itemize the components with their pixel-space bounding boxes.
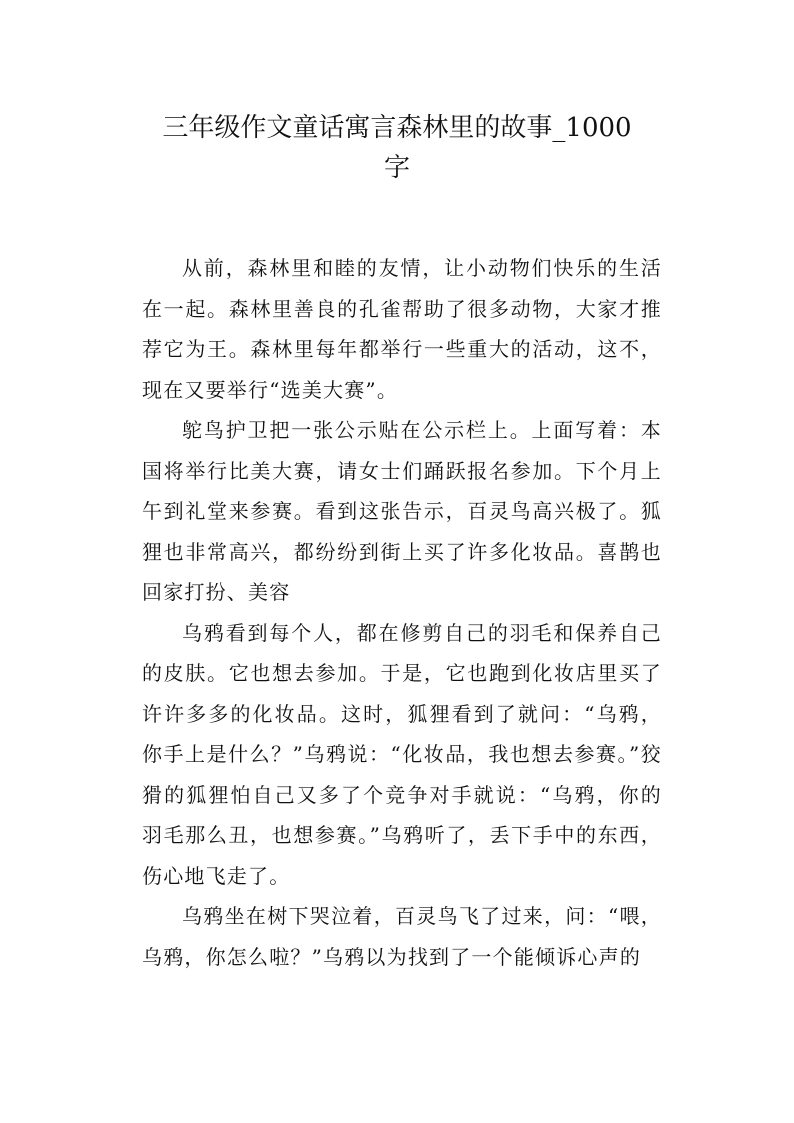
document-title xyxy=(130,108,664,188)
title-line-2: 字 xyxy=(383,153,410,183)
title-line-1: 三年级作文童话寓言森林里的故事_1000 xyxy=(162,113,632,143)
paragraph-3: 乌鸦看到每个人，都在修剪自己的羽毛和保养自己的皮肤。它也想去参加。于是，它也跑到化妆店里买了许许多多的化妆品。这时，狐狸看到了就问：“乌鸦，你手上是什么？”乌鸦说：“化妆品，我也想去参赛。”狡猾的狐狸怕自己又多了个竞争对手就说：“乌鸦，你的羽毛那么丑，也想参赛。”乌鸦听了，丢下手中的东西，伤心地飞走了。 xyxy=(142,620,662,888)
paragraph-2: 鸵鸟护卫把一张公示贴在公示栏上。上面写着：本国将举行比美大赛，请女士们踊跃报名参加。下个月上午到礼堂来参赛。看到这张告示，百灵鸟高兴极了。狐狸也非常高兴，都纷纷到街上买了许多化妆品。喜鹊也回家打扮、美容 xyxy=(142,418,662,604)
paragraph-1: 从前，森林里和睦的友情，让小动物们快乐的生活在一起。森林里善良的孔雀帮助了很多动物，大家才推荐它为王。森林里每年都举行一些重大的活动，这不，现在又要举行“选美大赛”。 xyxy=(142,256,662,402)
document-body xyxy=(142,248,662,977)
paragraph-4: 乌鸦坐在树下哭泣着，百灵鸟飞了过来，问：“喂，乌鸦，你怎么啦？”乌鸦以为找到了一个能倾诉心声的 xyxy=(142,904,662,969)
